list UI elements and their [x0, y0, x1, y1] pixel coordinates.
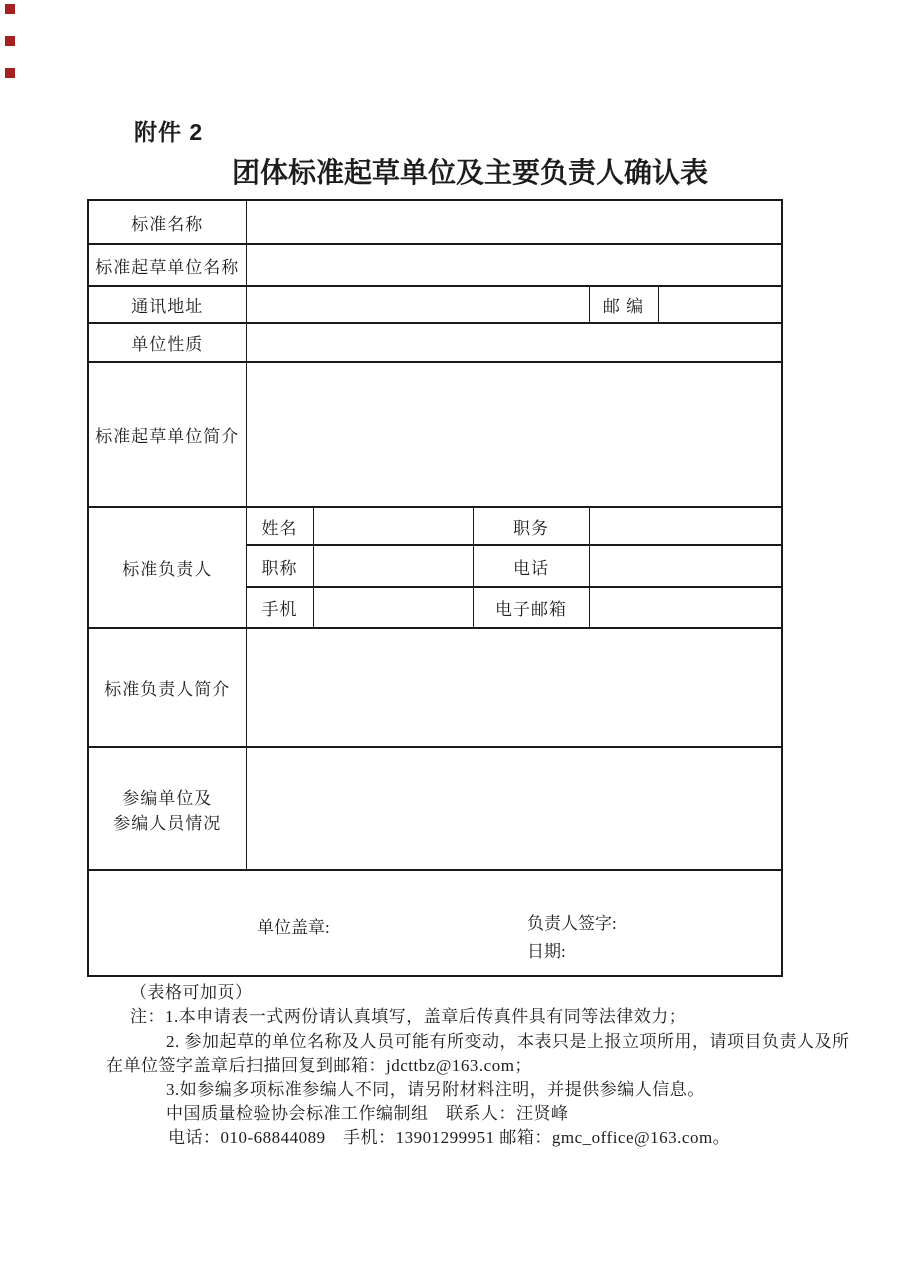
mobile-value — [313, 587, 473, 628]
unit-intro-value — [246, 362, 782, 507]
red-marker-2 — [5, 36, 15, 46]
phone-label: 电话 — [473, 545, 589, 587]
row-leader-intro — [88, 628, 782, 747]
date-label: 日期: — [527, 942, 566, 961]
row-drafting-unit — [88, 244, 782, 286]
mobile-label: 手机 — [246, 587, 313, 628]
note-org-contact: 中国质量检验协会标准工作编制组 联系人：汪贤峰 — [166, 1104, 569, 1123]
duty-value — [589, 507, 782, 545]
note-phone-email: 电话：010-68844089 手机：13901299951 邮箱：gmc_office@163.com。 — [168, 1128, 731, 1147]
postcode-value — [658, 286, 782, 323]
title-value — [313, 545, 473, 587]
participants-label-line1: 参编单位及 — [122, 788, 213, 808]
confirmation-form-table — [87, 199, 783, 977]
page-title: 团体标准起草单位及主要负责人确认表 — [232, 158, 709, 189]
red-marker-3 — [5, 68, 15, 78]
address-label: 通讯地址 — [88, 286, 246, 323]
unit-nature-value — [246, 323, 782, 362]
row-unit-intro — [88, 362, 782, 507]
name-label: 姓名 — [246, 507, 313, 545]
duty-label: 职务 — [473, 507, 589, 545]
email-value — [589, 587, 782, 628]
participants-value — [246, 747, 782, 870]
address-value — [246, 286, 589, 323]
unit-seal-label: 单位盖章: — [257, 918, 330, 937]
row-signature — [88, 870, 782, 976]
leader-intro-label: 标准负责人简介 — [88, 628, 246, 747]
participants-label-line2: 参编人员情况 — [113, 813, 222, 833]
name-value — [313, 507, 473, 545]
participants-label — [88, 747, 246, 870]
email-label: 电子邮箱 — [473, 587, 589, 628]
standard-name-label: 标准名称 — [88, 200, 246, 244]
row-unit-nature — [88, 323, 782, 362]
leader-intro-value — [246, 628, 782, 747]
postcode-label: 邮 编 — [589, 286, 658, 323]
row-standard-name — [88, 200, 782, 244]
standard-name-value — [246, 200, 782, 244]
note-item-1: 注：1.本申请表一式两份请认真填写，盖章后传真件具有同等法律效力； — [130, 1007, 687, 1026]
row-leader-name — [88, 507, 782, 545]
note-add-pages: （表格可加页） — [130, 983, 253, 1002]
phone-value — [589, 545, 782, 587]
signature-cell — [88, 870, 782, 976]
drafting-unit-label: 标准起草单位名称 — [88, 244, 246, 286]
leader-label: 标准负责人 — [88, 507, 246, 628]
row-address — [88, 286, 782, 323]
note-item-2: 2. 参加起草的单位名称及人员可能有所变动，本表只是上报立项所用，请项目负责人及所 — [166, 1032, 850, 1051]
drafting-unit-value — [246, 244, 782, 286]
title-label: 职称 — [246, 545, 313, 587]
unit-nature-label: 单位性质 — [88, 323, 246, 362]
red-marker-1 — [5, 4, 15, 14]
row-participants — [88, 747, 782, 870]
attachment-label: 附件 2 — [134, 119, 204, 145]
unit-intro-label: 标准起草单位简介 — [88, 362, 246, 507]
note-item-2-continued: 在单位签字盖章后扫描回复到邮箱：jdcttbz@163.com； — [106, 1056, 532, 1075]
note-item-3: 3.如参编多项标准参编人不同，请另附材料注明，并提供参编人信息。 — [166, 1080, 705, 1099]
leader-signature-label: 负责人签字: — [527, 914, 617, 933]
